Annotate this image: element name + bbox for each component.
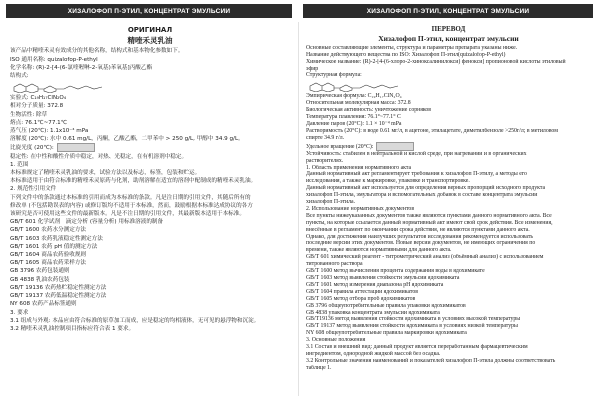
structural-formula-icon [306,80,416,92]
text-line: 结构式: [10,73,29,80]
text-line: 1. 范围 [10,161,29,168]
right-banner [303,4,593,18]
text-line: GB/T 601 化学试剂 滴定分析 (容量分析) 用标准溶液的制备 [10,219,164,226]
text-line: 比旋光度 (20℃): [10,143,290,152]
text-line: эфир [306,65,319,72]
text-line: GB/T 19137 метод выявления стойкости ядохимиката в условиях низкой температуры [306,323,518,330]
text-line: GB/T 1604 правила аттестации ядохимикатов [306,288,419,295]
text-line: 2. 规范性引用文件 [10,186,57,193]
text-line: Биологическая активность: уничтожение сорняков [306,107,432,114]
text-line: хизалофоп П-этила. [306,199,356,206]
text-line: 生物活性: 除草 [10,111,48,118]
text-line: титрованного раствора [306,261,363,268]
specific-rotation-formula-image [57,143,95,152]
original-text [10,47,290,333]
text-line: 本标准适用于由符合标准的精喹禾灵原药与化剂，助剂溶解在适宜的溶剂中配制成的精喹禾灵乳油。 [10,178,257,185]
text-line: Основные составляющие элементы, структура и параметры препарата указаны ниже. [306,44,518,51]
column-divider [298,22,299,396]
text-line: 稳定性: 在中性和酸性介质中稳定，对热、光稳定，在有机溶剂中稳定。 [10,153,188,160]
right-banner-text: ХИЗАЛОФОП П-ЭТИЛ, КОНЦЕНТРАТ ЭМУЛЬСИИ [366,7,530,15]
original-column [10,26,290,396]
text-line: пункты, на которые ссылается данный нормативный акт имеют свой срок действия. Все изменения, [306,219,553,226]
text-line: Данный нормативный акт используется для определения верных пропорций исходного продукта [306,185,546,192]
text-line: GB/T 1604 商品农药验收规则 [10,252,87,259]
text-line: GB/T 1601 метод измерения диапазона pH ядохимиката [306,281,444,288]
text-line: GB/T 1601 农药 pH 值的测定方法 [10,243,98,250]
original-header: ОРИГИНАЛ [127,26,173,34]
text-line: 3.1 Состав и внешний вид: данный продукт является переработанным фармацевтическим [306,344,528,351]
text-line: GB/T 19137 农药低温稳定性测定方法 [10,293,107,300]
text-line: GB/T 1603 метод выявления стойкости эмульсии ядохимиката [306,275,460,281]
text-line: 修改单 (不包括勘误表的内容) 或修订版均不适用于本标准，然而，鼓励根据本标准达成协议的各方 [10,202,253,209]
text-line: 该研究是否可使用这些文件的最新版本。凡是不注日期的引用文件，其最新版本适用于本标准。 [10,211,245,218]
text-line: GB/T 1605 метод отбора проб ядохимикатов [306,295,416,302]
text-line: GB 3796 农药包装通则 [10,268,70,275]
text-line: 下列文件中的条款通过本标准的引用而成为本标准的条款。凡是注日期的引用文件，其随后所有的 [10,194,251,201]
translation-column [306,26,591,396]
text-line: 相对分子质量: 372.8 [10,103,64,110]
text-line: 3.1 组成与外观: 本品应由符合标准的原草加工而成，应是稳定的均相液体，无可见的悬浮物和沉淀。 [10,317,260,324]
text-line: GB/T 1600 农药水分测定方法 [10,227,87,234]
text-line: исследования, а также к маркировке, упаковке и транспортировке. [306,178,470,185]
text-line: Температура плавления: 76.1°~77.1° C [306,114,401,121]
text-line: Относительная молекулярная масса: 372.8 [306,100,411,107]
text-line: таблице 1. [306,364,332,371]
text-line: 溶解度 (20℃): 水中 0.61 mg/L，丙酮，乙酸乙酯，二甲苯中 > 250 g/L, 甲醇中 34.9 g/L。 [10,136,244,143]
text-line: 3.2 精喹禾灵乳油控制项目指标应符合表 1 要求。 [10,325,135,332]
text-line: GB/T 19136 农药热贮稳定性测定方法 [10,284,107,291]
text-line: GB/T19136 метод выявления стойкости ядохимиката в условиях высокой температуры [306,316,521,323]
text-line: ISO 通用名称: quizalofop-P-ethyl [10,56,98,63]
structural-formula [306,80,591,92]
left-banner [6,4,292,18]
text-line: 该产品中精喹禾灵有效成分的其他名称，结构式和基本物化参数如下。 [10,48,184,55]
text-line: GB 3796 общеупотребительные правила упаковки ядохимикатов [306,302,466,309]
translation-title: Хизалофоп П-этил, концентрат эмульсии [378,33,519,43]
translation-text [306,45,591,372]
text-line: ингредиентом, однородной жидкой массой без осадка. [306,350,441,357]
text-line: Химическое название: (R)-2-[4-(6-хлоро-2-хиноксалинилокси) фенокси] пропионовой кислоты этиловый [306,58,566,65]
text-line: Устойчивость: стабилен в нейтральной и кислой среде, при нагревании и в органических [306,150,527,157]
text-line: Растворимость (20°C): в воде 0.61 мг/л, в ацетоне, этилацетате, диметилбензоле >250г/л; в метиловом [306,127,558,134]
text-line: 化学名称: (R)-2-[4-(6-氯喹喔啉-2-氧基)苯氧基]丙酸乙酯 [10,64,153,71]
structural-formula-icon [10,81,120,93]
text-line: Эмпирическая формула: C₁₉H₁₇ClN₂O₄ [306,93,402,100]
text-line: времени, также являются нормативными для данного акта. [306,247,452,254]
text-line: 3. 要求 [10,309,29,316]
text-line: GB/T 1603 农药乳液稳定性测定方法 [10,235,103,242]
text-line: Давление паров (20°C): 1.1 × 10⁻⁴ mPa [306,120,402,127]
text-line: 2. Использование нормативных документов [306,205,415,212]
text-line: Структурная формула: [306,72,362,79]
text-line: 实验式: C₁₉H₁₇ClN₂O₄ [10,95,67,102]
text-line: GB 4838 упаковка концентрата эмульсии ядохимиката [306,309,440,316]
text-line: GB 4838 乳油农药包装 [10,276,70,283]
text-line: 3. Основные положения [306,337,366,344]
specific-rotation-formula-image [376,142,414,151]
text-line: Однако, для достижения наилучших результатов исследования рекомендуется использовать [306,233,534,240]
text-line: Название действующего вещества по ISO: Хизалофоп П-этил(quizalofop-P-ethyl) [306,51,506,58]
left-banner-text: ХИЗАЛОФОП П-ЭТИЛ, КОНЦЕНТРАТ ЭМУЛЬСИИ [67,7,231,15]
text-line: 1. Область применения нормативного акта [306,164,412,171]
text-line: Данный нормативный акт регламентирует требования к хизалофоп П-этилу, а методы его [306,171,527,178]
text-line: GB/T 1600 метод вычисления процента содержания воды в ядохимикате [306,268,485,275]
text-line: 熔点: 76.1℃~77.1℃ [10,119,68,126]
text-line: внесённые в регламент по окончании срока действия, не являются пунктами данного акта. [306,226,530,233]
text-line: 蒸气压 (20℃): 1.1x10⁻⁴ mPa [10,128,89,135]
structural-formula [10,81,290,93]
text-line: Все пункты нижеуказанных документов также являются пунктами данного нормативного акта. Все [306,212,552,219]
original-title: 精喹禾灵乳油 [127,36,173,46]
text-line: GB/T 1605 商品农药采样方法 [10,260,87,267]
text-line: NY 608 农药产品标签通则 [10,301,77,308]
text-line: хизалофоп П-этила, эмульгатора и вспомогательных добавок в составе концентрата эмульсии [306,192,538,199]
text-line: растворителях. [306,157,344,164]
translation-header: ПЕРЕВОД [431,26,466,33]
text-line: 本标准规定了精喹禾灵乳油的要求，试验方法以及标志，标签，包装和贮运。 [10,170,201,177]
text-line: GB/T 601 химический реагент - титрометрический анализ (объёмный анализ) с использованием [306,254,544,261]
text-line: последние версии этих документов. Новые версии документов, не имеющих ограничения по [306,240,536,247]
text-line: спирте 34.9 г/л. [306,134,345,141]
text-line: NY 608 общеупотребительные правила маркировки ядохимиката [306,330,467,337]
text-line: 3.2 Контрольные значения наименований и показателей хизалофоп П-этила должны соответствовать [306,357,556,364]
text-line: Удельное вращение (20°C): [306,142,591,151]
